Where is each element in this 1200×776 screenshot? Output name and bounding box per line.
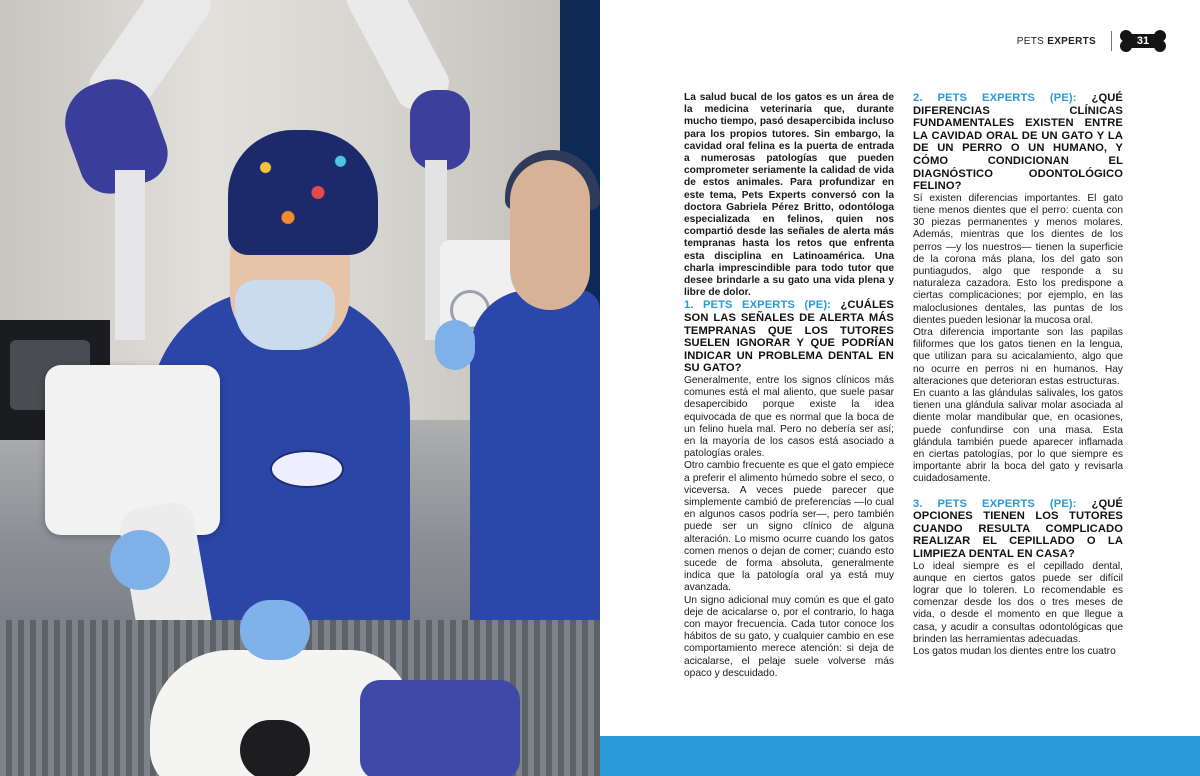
question-2 — [913, 92, 1123, 193]
bone-icon — [1120, 30, 1166, 52]
section-label: PETS EXPERTS — [1016, 36, 1096, 47]
question-prefix: 2. PETS EXPERTS (PE): — [913, 92, 1077, 104]
answer-paragraph: Los gatos mudan los dientes entre los cuatro — [913, 646, 1116, 658]
question-3 — [913, 498, 1123, 561]
glove-right — [240, 600, 310, 660]
text-column-right — [913, 92, 1123, 658]
answer-paragraph: Sí existen diferencias importantes. El gato tiene menos dientes que el perro: cuenta con 30 piezas permanentes y menos molares. Además, mientras que los dientes de los perros —y los nuestros— tienen la superficie de la corona más plana, los del gato son puntiagudos, algo que responde a su naturaleza cazadora. Esto los predispone a ciertas complicaciones; por ejemplo, en las maloclusiones dentales, las puntas de los dientes pueden lesionar la mucosa oral. — [913, 192, 1123, 326]
answer-paragraph: Otra diferencia importante son las papilas filiformes que los gatos tienen en la lengua, que utilizan para su acicalamiento, algo que no ocurre en perros ni en humanos. Hay alteraciones que deterioran estas estructuras. — [913, 326, 1123, 387]
question-prefix: 3. PETS EXPERTS (PE): — [913, 497, 1077, 510]
xray-joint-right — [410, 90, 470, 170]
answer-paragraph: Otro cambio frecuente es que el gato empiece a preferir el alimento húmedo sobre el seco, o viceversa. A veces puede parecer que simplemente cambió de preferencias —lo cual en algunos casos podría ser—, pero también puede ser un signo clínico de alguna alteración. Lo mismo ocurre cuando los gatos comen menos o dejan de comer; cuando esto sucede de forma absoluta, generalmente indica que la patología oral ya está muy avanzada. — [684, 460, 894, 594]
glove-assistant — [435, 320, 475, 370]
text-column-left — [684, 92, 894, 680]
blanket — [360, 680, 520, 776]
answer-paragraph: En cuanto a las glándulas salivales, los gatos tienen una glándula salivar molar asociada al diente molar mandibular que, en ocasiones, puede confundirse con una masa. Esta glándula también puede aparecer inflamada en ciertas patologías, por lo que siempre es importante abrir la boca del gato y revisarla cuidadosamente. — [913, 388, 1123, 485]
question-text: ¿CUÁLES SON LAS SEÑALES DE ALERTA MÁS TEMPRANAS QUE LOS TUTORES SUELEN IGNORAR Y QUE PODRÍAN INDICAR UN PROBLEMA DENTAL EN SU GATO? — [684, 299, 894, 375]
assistant-head — [510, 160, 590, 310]
header-divider — [1111, 31, 1112, 51]
footer-band — [600, 736, 1200, 776]
page-number: 31 — [1136, 35, 1150, 47]
xray-pole — [115, 170, 145, 340]
glove-left — [110, 530, 170, 590]
intro-paragraph: La salud bucal de los gatos es un área de la medicina veterinaria que, durante mucho tiempo, pasó desapercibida incluso para los propios tutores. Sin embargo, la cavidad oral felina es la puerta de entrada a numerosas patologías que pueden comprometer seriamente la calidad de vida de estos animales. Para profundizar en este tema, Pets Experts conversó con la doctora Gabriela Pérez Britto, odontóloga especializada en felinos, quien nos compartió desde las señales de alerta más tempranas hasta los retos que enfrenta esta disciplina en Latinoamérica. Una charla imprescindible para todo tutor que desee brindarle a su gato una vida plena y libre de dolor. — [684, 92, 894, 299]
face-mask — [235, 280, 335, 350]
answer-paragraph: Un signo adicional muy común es que el gato deje de acicalarse o, por el contrario, lo haga con mayor frecuencia. Cada tutor conoce los hábitos de su gato, y cualquier cambio en ese comportamiento merece atención: si deja de acicalarse, el pelaje suele volverse más opaco y descuidado. — [684, 594, 894, 679]
question-text: ¿QUÉ DIFERENCIAS CLÍNICAS FUNDAMENTALES EXISTEN ENTRE LA CAVIDAD ORAL DE UN GATO Y LA DE UN PERRO O UN HUMANO, Y CÓMO CONDICIONAN EL DIAGNÓSTICO ODONTOLÓGICO FELINO? — [913, 92, 1123, 193]
question-text: ¿QUÉ OPCIONES TIENEN LOS TUTORES CUANDO RESULTA COMPLICADO REALIZAR EL CEPILLADO O LA LIMPIEZA DENTAL EN CASA? — [913, 497, 1123, 560]
page-header — [1000, 30, 1170, 52]
question-prefix: 1. PETS EXPERTS (PE): — [684, 299, 832, 312]
answer-paragraph: Lo ideal siempre es el cepillado dental, aunque en ciertos gatos puede ser difícil lograr que lo toleren. Lo recomendable es comenzar desde los dos o tres meses de vida, o desde el momento en que llegue a casa, y acudir a consultas odontológicas que brinden las herramientas adecuadas. — [913, 560, 1123, 645]
surgical-cap — [228, 130, 378, 255]
answer-paragraph: Generalmente, entre los signos clínicos más comunes está el mal aliento, que suele pasar desapercibido porque existe la idea equivocada de que es normal que la boca de un felino huela mal. Pero no debería ser así; en la mayoría de los casos está asociado a patologías orales. — [684, 375, 894, 460]
device-logo — [270, 450, 344, 488]
question-1 — [684, 299, 894, 375]
